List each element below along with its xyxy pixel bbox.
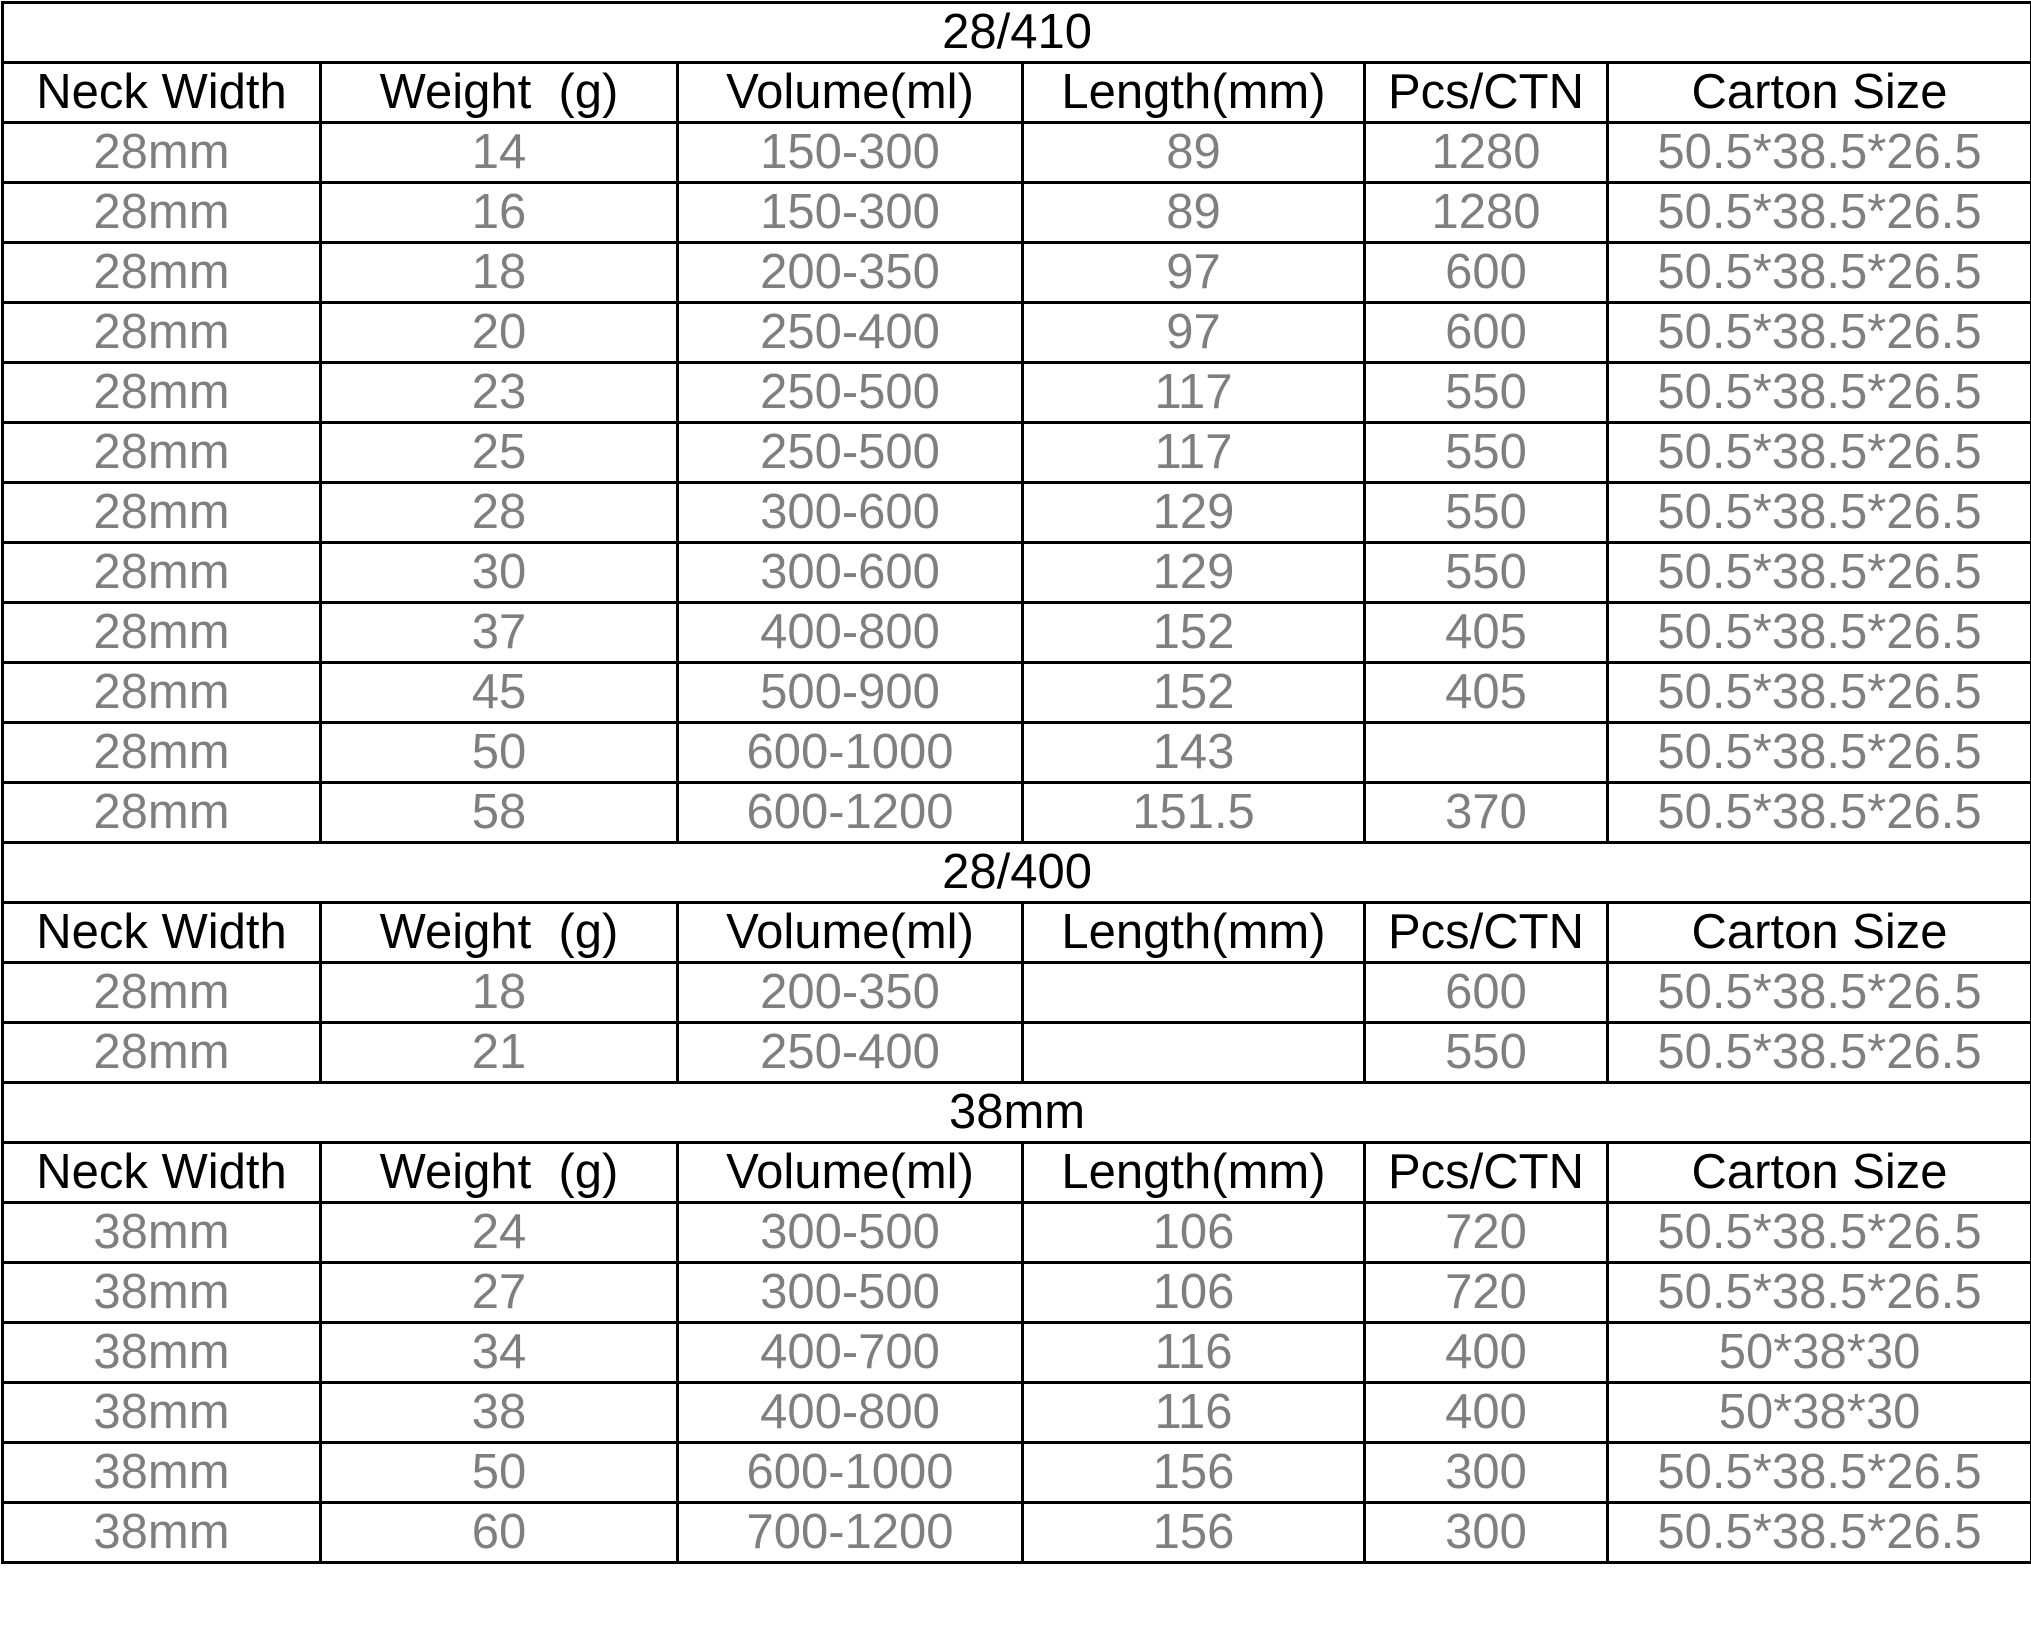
- column-header: Neck Width: [3, 63, 321, 123]
- table-cell: 150-300: [678, 183, 1023, 243]
- table-cell: 28mm: [3, 783, 321, 843]
- column-header: Length(mm): [1023, 63, 1365, 123]
- table-cell: 18: [321, 243, 678, 303]
- column-header: Neck Width: [3, 1143, 321, 1203]
- table-cell: 28mm: [3, 183, 321, 243]
- table-row: [3, 663, 2031, 723]
- table-row: [3, 423, 2031, 483]
- table-cell: 300-500: [678, 1203, 1023, 1263]
- table-cell: 600: [1365, 963, 1608, 1023]
- table-cell: 250-500: [678, 423, 1023, 483]
- column-header: Length(mm): [1023, 903, 1365, 963]
- section-title: 38mm: [3, 1083, 2031, 1143]
- table-cell: 117: [1023, 423, 1365, 483]
- column-header: Carton Size: [1608, 1143, 2031, 1203]
- table-cell: 50.5*38.5*26.5: [1608, 603, 2031, 663]
- table-cell: 38mm: [3, 1383, 321, 1443]
- table-cell: 89: [1023, 183, 1365, 243]
- table-cell: 21: [321, 1023, 678, 1083]
- table-cell: 50.5*38.5*26.5: [1608, 963, 2031, 1023]
- table-cell: 50.5*38.5*26.5: [1608, 663, 2031, 723]
- table-cell: 23: [321, 363, 678, 423]
- table-cell: 50: [321, 1443, 678, 1503]
- table-cell: 400-800: [678, 603, 1023, 663]
- column-header: Weight (g): [321, 903, 678, 963]
- table-cell: 720: [1365, 1263, 1608, 1323]
- table-cell: 38mm: [3, 1323, 321, 1383]
- table-cell: 250-400: [678, 1023, 1023, 1083]
- table-cell: 200-350: [678, 963, 1023, 1023]
- table-cell: 116: [1023, 1383, 1365, 1443]
- table-cell: 27: [321, 1263, 678, 1323]
- table-cell: 50.5*38.5*26.5: [1608, 123, 2031, 183]
- table-cell: 37: [321, 603, 678, 663]
- table-cell: 150-300: [678, 123, 1023, 183]
- table-row: [3, 303, 2031, 363]
- table-cell: 600: [1365, 303, 1608, 363]
- table-cell: 550: [1365, 543, 1608, 603]
- table-cell: 152: [1023, 603, 1365, 663]
- table-cell: 25: [321, 423, 678, 483]
- table-row: [3, 243, 2031, 303]
- table-cell: 300: [1365, 1503, 1608, 1563]
- section-title-row: [3, 1083, 2031, 1143]
- table-cell: 45: [321, 663, 678, 723]
- column-header: Pcs/CTN: [1365, 63, 1608, 123]
- spec-table-body: [3, 3, 2031, 1563]
- table-cell: 1280: [1365, 123, 1608, 183]
- table-cell: 50.5*38.5*26.5: [1608, 1203, 2031, 1263]
- table-cell: 600: [1365, 243, 1608, 303]
- table-cell: 28mm: [3, 363, 321, 423]
- table-cell: 50.5*38.5*26.5: [1608, 243, 2031, 303]
- table-cell: 50.5*38.5*26.5: [1608, 1023, 2031, 1083]
- table-cell: [1023, 1023, 1365, 1083]
- table-row: [3, 183, 2031, 243]
- table-cell: 28mm: [3, 543, 321, 603]
- table-cell: 28mm: [3, 423, 321, 483]
- table-row: [3, 1263, 2031, 1323]
- table-row: [3, 1023, 2031, 1083]
- table-cell: 152: [1023, 663, 1365, 723]
- column-header: Weight (g): [321, 1143, 678, 1203]
- table-cell: 50.5*38.5*26.5: [1608, 1263, 2031, 1323]
- table-cell: 28mm: [3, 663, 321, 723]
- table-cell: 28mm: [3, 303, 321, 363]
- table-cell: 129: [1023, 543, 1365, 603]
- table-cell: 550: [1365, 423, 1608, 483]
- column-header-row: [3, 903, 2031, 963]
- table-cell: 600-1000: [678, 723, 1023, 783]
- column-header: Weight (g): [321, 63, 678, 123]
- table-cell: 20: [321, 303, 678, 363]
- product-spec-table: [1, 1, 2031, 1564]
- table-cell: 50.5*38.5*26.5: [1608, 183, 2031, 243]
- table-cell: 16: [321, 183, 678, 243]
- table-cell: 500-900: [678, 663, 1023, 723]
- table-cell: 28mm: [3, 963, 321, 1023]
- table-cell: 1280: [1365, 183, 1608, 243]
- column-header: Volume(ml): [678, 1143, 1023, 1203]
- table-cell: 28mm: [3, 483, 321, 543]
- table-cell: 50.5*38.5*26.5: [1608, 423, 2031, 483]
- table-row: [3, 723, 2031, 783]
- table-cell: 300-600: [678, 483, 1023, 543]
- table-cell: 30: [321, 543, 678, 603]
- table-cell: 106: [1023, 1263, 1365, 1323]
- column-header: Pcs/CTN: [1365, 1143, 1608, 1203]
- section-title-row: [3, 3, 2031, 63]
- table-cell: 200-350: [678, 243, 1023, 303]
- section-title-row: [3, 843, 2031, 903]
- table-cell: 28: [321, 483, 678, 543]
- table-cell: 720: [1365, 1203, 1608, 1263]
- table-cell: 550: [1365, 363, 1608, 423]
- column-header: Carton Size: [1608, 63, 2031, 123]
- table-cell: 28mm: [3, 243, 321, 303]
- table-cell: 60: [321, 1503, 678, 1563]
- table-cell: 38mm: [3, 1503, 321, 1563]
- table-row: [3, 363, 2031, 423]
- table-row: [3, 1443, 2031, 1503]
- table-cell: 700-1200: [678, 1503, 1023, 1563]
- table-cell: 116: [1023, 1323, 1365, 1383]
- table-cell: 38mm: [3, 1443, 321, 1503]
- table-cell: 400-700: [678, 1323, 1023, 1383]
- table-row: [3, 1323, 2031, 1383]
- table-cell: [1023, 963, 1365, 1023]
- table-cell: 50.5*38.5*26.5: [1608, 723, 2031, 783]
- table-cell: 300-600: [678, 543, 1023, 603]
- table-cell: 405: [1365, 603, 1608, 663]
- table-cell: 34: [321, 1323, 678, 1383]
- table-cell: 106: [1023, 1203, 1365, 1263]
- table-cell: 143: [1023, 723, 1365, 783]
- column-header-row: [3, 63, 2031, 123]
- column-header-row: [3, 1143, 2031, 1203]
- table-cell: 28mm: [3, 1023, 321, 1083]
- table-cell: 89: [1023, 123, 1365, 183]
- table-cell: 151.5: [1023, 783, 1365, 843]
- section-title: 28/410: [3, 3, 2031, 63]
- table-cell: 600-1200: [678, 783, 1023, 843]
- section-title: 28/400: [3, 843, 2031, 903]
- table-cell: 550: [1365, 1023, 1608, 1083]
- table-cell: 28mm: [3, 123, 321, 183]
- table-cell: 50.5*38.5*26.5: [1608, 543, 2031, 603]
- table-cell: [1365, 723, 1608, 783]
- table-cell: 58: [321, 783, 678, 843]
- table-cell: 400: [1365, 1323, 1608, 1383]
- table-row: [3, 483, 2031, 543]
- table-cell: 50.5*38.5*26.5: [1608, 1503, 2031, 1563]
- table-cell: 50.5*38.5*26.5: [1608, 783, 2031, 843]
- table-cell: 117: [1023, 363, 1365, 423]
- table-cell: 24: [321, 1203, 678, 1263]
- table-cell: 50*38*30: [1608, 1383, 2031, 1443]
- table-row: [3, 1203, 2031, 1263]
- table-cell: 129: [1023, 483, 1365, 543]
- table-cell: 38mm: [3, 1203, 321, 1263]
- column-header: Length(mm): [1023, 1143, 1365, 1203]
- table-cell: 14: [321, 123, 678, 183]
- table-cell: 156: [1023, 1443, 1365, 1503]
- table-cell: 400: [1365, 1383, 1608, 1443]
- table-cell: 550: [1365, 483, 1608, 543]
- table-row: [3, 123, 2031, 183]
- table-cell: 50.5*38.5*26.5: [1608, 303, 2031, 363]
- table-cell: 250-400: [678, 303, 1023, 363]
- table-cell: 400-800: [678, 1383, 1023, 1443]
- table-row: [3, 1383, 2031, 1443]
- table-cell: 28mm: [3, 723, 321, 783]
- column-header: Pcs/CTN: [1365, 903, 1608, 963]
- table-cell: 97: [1023, 243, 1365, 303]
- table-cell: 300-500: [678, 1263, 1023, 1323]
- column-header: Carton Size: [1608, 903, 2031, 963]
- table-row: [3, 1503, 2031, 1563]
- table-cell: 600-1000: [678, 1443, 1023, 1503]
- table-cell: 97: [1023, 303, 1365, 363]
- table-row: [3, 543, 2031, 603]
- table-cell: 28mm: [3, 603, 321, 663]
- table-cell: 156: [1023, 1503, 1365, 1563]
- table-cell: 38: [321, 1383, 678, 1443]
- column-header: Volume(ml): [678, 63, 1023, 123]
- table-cell: 50: [321, 723, 678, 783]
- table-cell: 50.5*38.5*26.5: [1608, 483, 2031, 543]
- table-cell: 18: [321, 963, 678, 1023]
- table-cell: 405: [1365, 663, 1608, 723]
- table-cell: 50*38*30: [1608, 1323, 2031, 1383]
- table-row: [3, 603, 2031, 663]
- table-cell: 50.5*38.5*26.5: [1608, 363, 2031, 423]
- column-header: Neck Width: [3, 903, 321, 963]
- table-cell: 300: [1365, 1443, 1608, 1503]
- table-cell: 50.5*38.5*26.5: [1608, 1443, 2031, 1503]
- table-row: [3, 963, 2031, 1023]
- table-row: [3, 783, 2031, 843]
- table-cell: 250-500: [678, 363, 1023, 423]
- table-cell: 38mm: [3, 1263, 321, 1323]
- column-header: Volume(ml): [678, 903, 1023, 963]
- table-cell: 370: [1365, 783, 1608, 843]
